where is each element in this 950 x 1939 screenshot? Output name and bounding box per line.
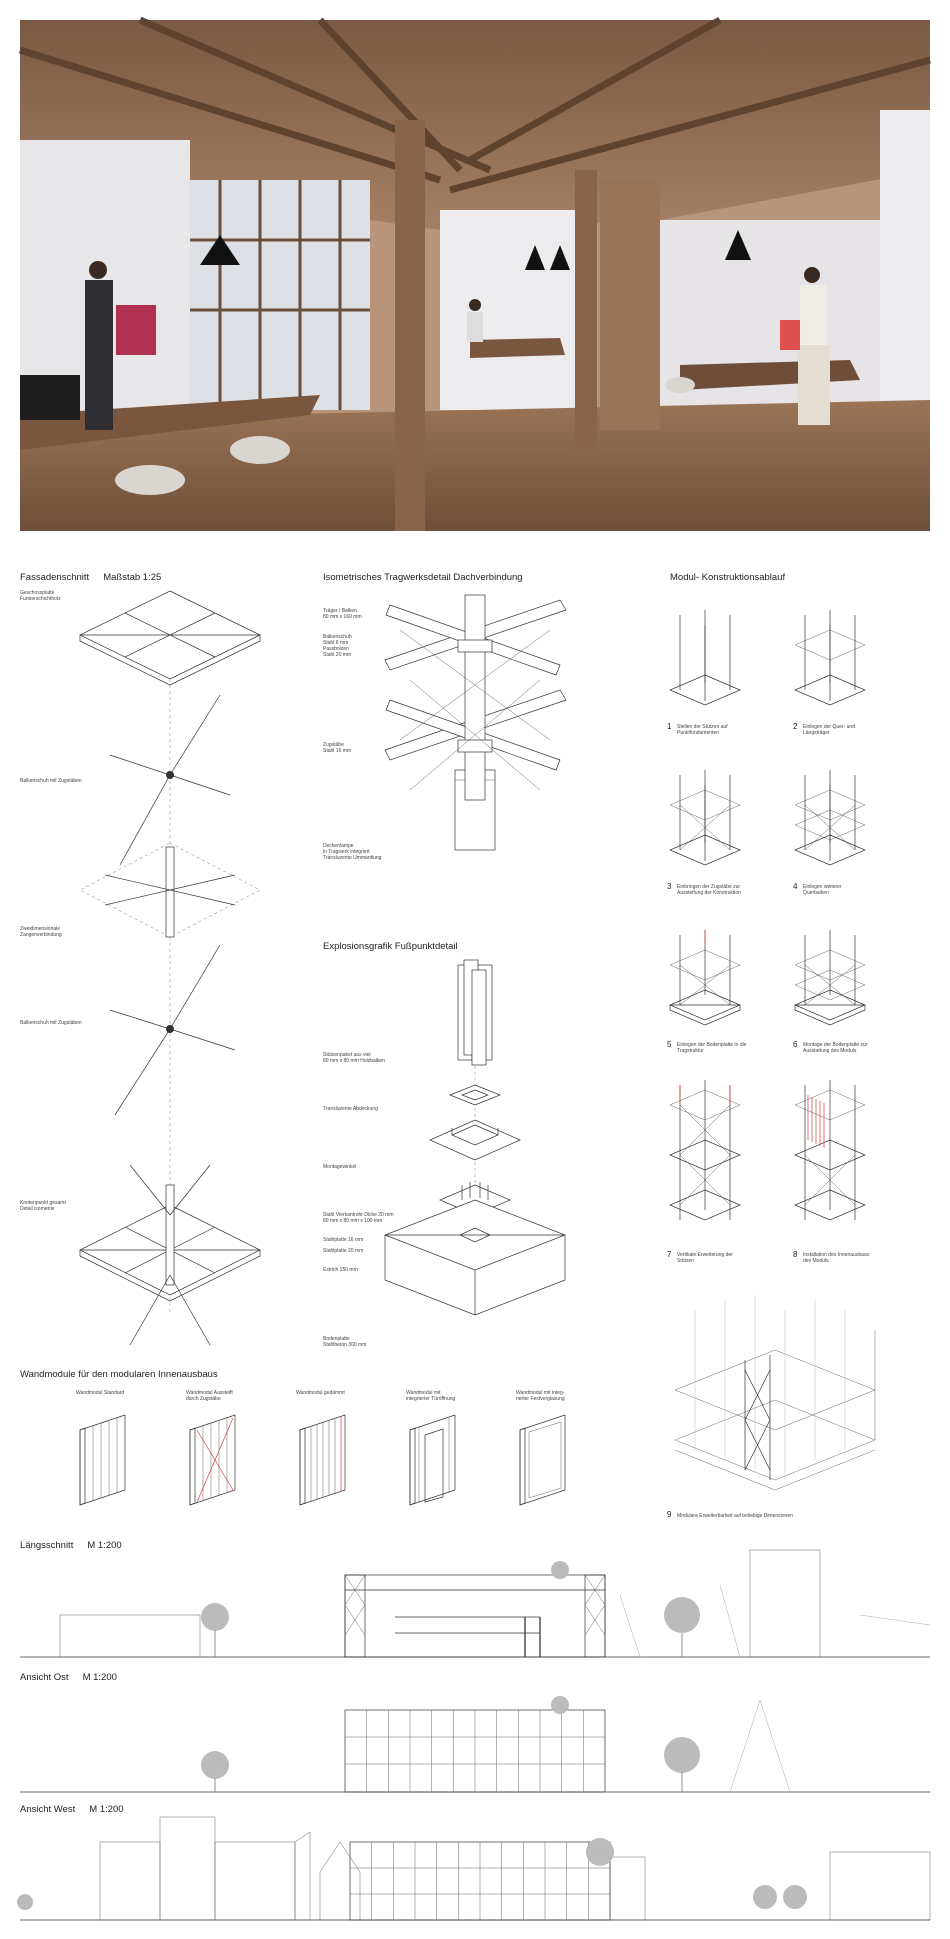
iso-label-3: Zugstäbe Stahl 16 mm bbox=[323, 742, 352, 754]
modul-step-6-number: 6 bbox=[793, 1040, 798, 1049]
explosion-label-7: Estrich 150 mm bbox=[323, 1267, 358, 1273]
fassade-title bbox=[20, 572, 161, 583]
modul-step-6-text: Montage der Bodenplatte zur Ausstattung des Moduls bbox=[803, 1042, 868, 1054]
iso-label-2: Balkenschuh Stahl 6 mm Passbolzen Stahl 20 mm bbox=[323, 634, 352, 658]
explosion-drawing bbox=[380, 960, 570, 1320]
fassade-label-3: Zweidimensionale Zangenverbindung bbox=[20, 926, 62, 938]
explosion-label-1: Stützenpaket aus vier 80 mm x 80 mm Holzbalken bbox=[323, 1052, 385, 1064]
modul-step-2-text: Einlegen der Quer- und Längsträger bbox=[803, 724, 855, 736]
wand-label-5: Wandmodul mit integ- rierter Festverglasung bbox=[516, 1390, 565, 1402]
iso-label-4: Deckenlampe in Tragwerk integriert Transluzente Ummantlung bbox=[323, 843, 382, 861]
modul-step-5-number: 5 bbox=[667, 1040, 672, 1049]
iso-drawing bbox=[380, 590, 570, 860]
wand-label-1: Wandmodul Standard bbox=[76, 1390, 125, 1396]
laengs-scale: M 1:200 bbox=[87, 1540, 122, 1551]
explosion-label-6: Stahlplatte 20 mm bbox=[323, 1248, 364, 1254]
modul-step-8-number: 8 bbox=[793, 1250, 798, 1259]
wand-module-4 bbox=[405, 1410, 465, 1510]
modul-step-2-drawing bbox=[790, 605, 870, 715]
modul-step-8-text: Installation des Innenausbaus des Moduls bbox=[803, 1252, 870, 1264]
modul-step-7-drawing bbox=[665, 1080, 745, 1240]
fassade-scale: Maßstab 1:25 bbox=[103, 572, 162, 583]
modul-step-4-drawing bbox=[790, 765, 870, 875]
modul-step-6-drawing bbox=[790, 925, 870, 1035]
west-drawing bbox=[20, 1812, 930, 1922]
modul-step-9-number: 9 bbox=[667, 1510, 672, 1519]
ost-scale: M 1:200 bbox=[82, 1672, 117, 1683]
modul-step-1-drawing bbox=[665, 605, 745, 715]
wand-module-5 bbox=[515, 1410, 575, 1510]
explosion-label-5: Stahlplatte 16 mm bbox=[323, 1237, 364, 1243]
wand-module-3 bbox=[295, 1410, 355, 1510]
wand-title: Wandmodule für den modularen Innenausbaus bbox=[20, 1369, 218, 1380]
wand-label-2: Wandmodul Aussteift durch Zugstäbe bbox=[186, 1390, 233, 1402]
fassade-label-1: Geschossplatte Furnierschichtholz bbox=[20, 590, 61, 602]
modul-step-7-number: 7 bbox=[667, 1250, 672, 1259]
modul-step-3-drawing bbox=[665, 765, 745, 875]
fassade-label-5: Knotenpunkt gesamt Detail isometrie bbox=[20, 1200, 66, 1212]
modul-step-7-text: Vertikale Erweiterung der Stützen bbox=[677, 1252, 733, 1264]
ost-drawing bbox=[20, 1680, 930, 1795]
laengs-drawing bbox=[20, 1545, 930, 1660]
explosion-label-4: Stahl Vierkantrohr Dicke 20 mm 80 mm x 80 mm x 100 mm bbox=[323, 1212, 394, 1224]
fassade-label-4: Balkenschuh mit Zugstäben bbox=[20, 1020, 82, 1026]
laengs-title-text: Längsschnitt bbox=[20, 1540, 74, 1551]
fassade-title-text: Fassadenschnitt bbox=[20, 572, 90, 583]
explosion-label-8: Bodenplatte Stahlbeton 300 mm bbox=[323, 1336, 367, 1348]
west-title-text: Ansicht West bbox=[20, 1804, 76, 1815]
modul-step-5-drawing bbox=[665, 925, 745, 1035]
wand-label-3: Wandmodul gedämmt bbox=[296, 1390, 345, 1396]
wand-label-4: Wandmodul mit integrierter Türöffnung bbox=[406, 1390, 456, 1402]
modul-step-5-text: Einlegen der Bodenplatte in die Tragstruktur bbox=[677, 1042, 747, 1054]
explosion-title: Explosionsgrafik Fußpunktdetail bbox=[323, 941, 458, 952]
modul-step-2-number: 2 bbox=[793, 722, 798, 731]
wand-module-2 bbox=[185, 1410, 245, 1510]
iso-title: Isometrisches Tragwerksdetail Dachverbindung bbox=[323, 572, 523, 583]
modul-step-4-number: 4 bbox=[793, 882, 798, 891]
modul-step-1-text: Stellen der Stützen auf Punktfundamenten bbox=[677, 724, 728, 736]
modul-step-9-drawing bbox=[665, 1290, 895, 1520]
modul-step-3-text: Einbringen der Zugstäbe zur Aussteifung der Konstruktion bbox=[677, 884, 741, 896]
fassade-drawing bbox=[70, 585, 270, 1355]
explosion-label-2: Transluzente Abdeckung bbox=[323, 1106, 378, 1112]
modul-step-1-number: 1 bbox=[667, 722, 672, 731]
modul-step-3-number: 3 bbox=[667, 882, 672, 891]
modul-title: Modul- Konstruktionsablauf bbox=[670, 572, 786, 583]
explosion-label-3: Montagewinkel bbox=[323, 1164, 357, 1170]
modul-step-8-drawing bbox=[790, 1080, 870, 1240]
modul-step-9-text: Modulare Erweiterbarkeit auf beliebige Dimensionen bbox=[677, 1513, 793, 1519]
ost-title-text: Ansicht Ost bbox=[20, 1672, 69, 1683]
fassade-label-2: Balkenschuh mit Zugstäben bbox=[20, 778, 82, 784]
wand-module-1 bbox=[75, 1410, 135, 1510]
west-scale: M 1:200 bbox=[89, 1804, 124, 1815]
iso-label-1: Träger / Balken 80 mm x 160 mm bbox=[323, 608, 362, 620]
interior-render bbox=[20, 20, 930, 531]
modul-step-4-text: Einlegen weiterer Querbalken bbox=[803, 884, 842, 896]
